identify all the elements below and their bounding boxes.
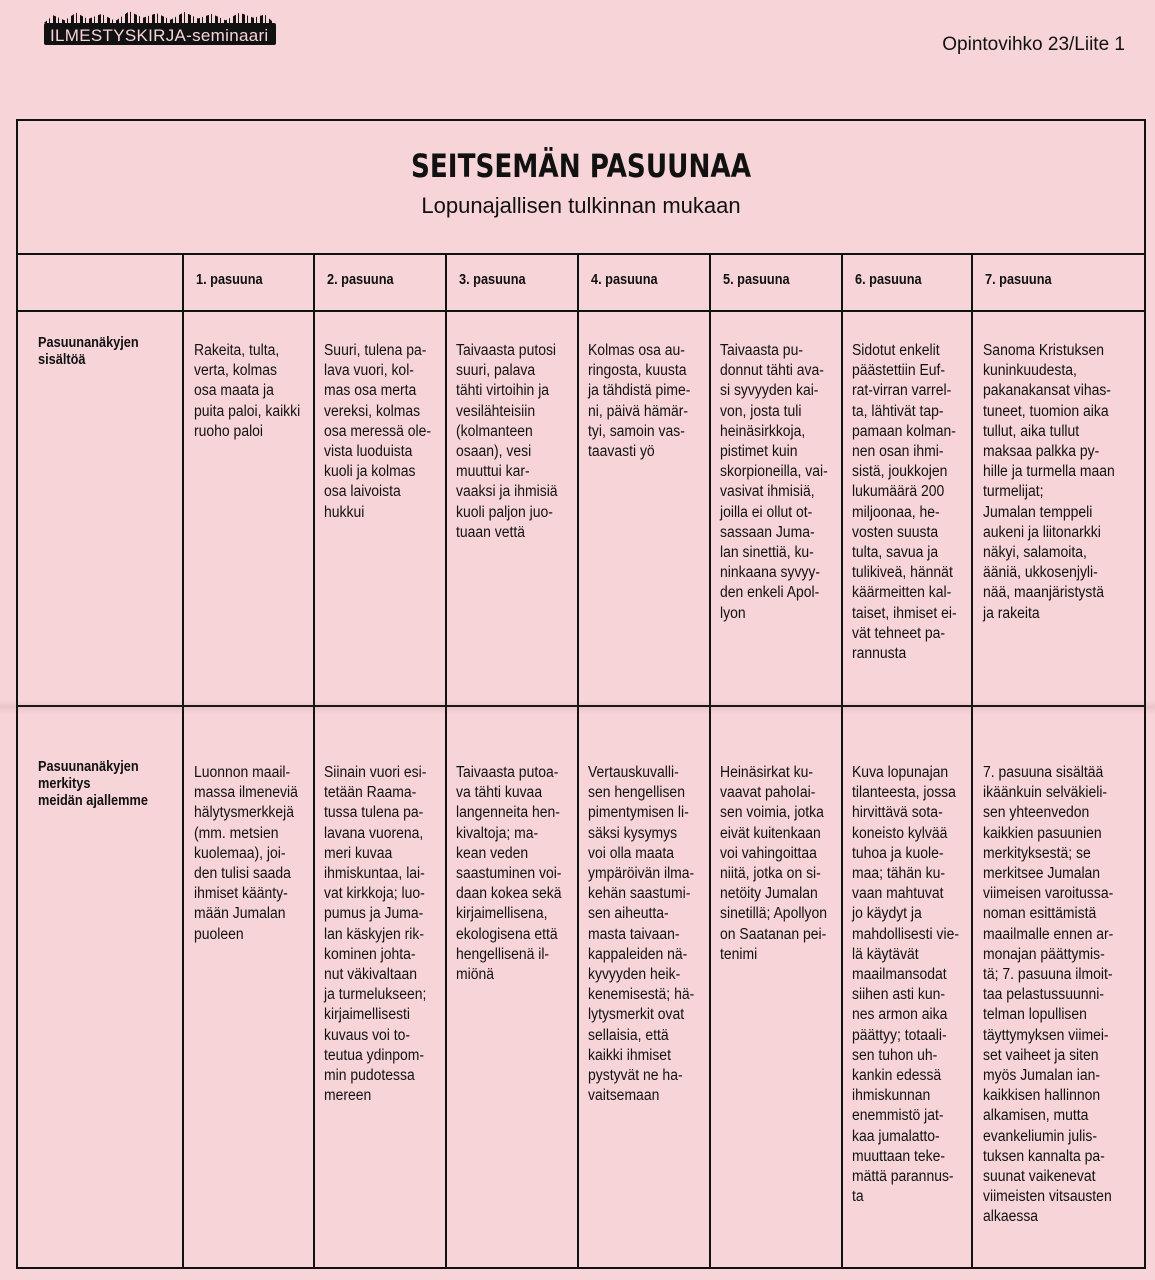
paper-fold-shadow — [0, 700, 1155, 714]
row-label-content: Pasuunanäkyjen sisältöä — [38, 335, 139, 368]
table-cell: Kuva lopunajan tilanteesta, jossa hirvittävä sota- koneisto kylvää tuhoa ja kuole- maa; tähän ku- vaan mahtuvat jo käydyt ja mahdollisesti vie- lä käytävät maailmansodat siihen asti kun- nes armon aika päättyy; totaali- sen tuhon uh- kankin edessä ihmiskunnan enemmistö jat- kaa jumalatto- muuttaan teke- mättä parannus- ta — [852, 764, 960, 1206]
column-divider — [971, 253, 973, 1267]
table-cell: Kolmas osa au- ringosta, kuusta ja tähdistä pime- ni, päivä hämär- tyi, samoin vas- taavasti yö — [588, 342, 691, 461]
document-reference: Opintovihko 23/Liite 1 — [942, 34, 1125, 55]
page-title: SEITSEMÄN PASUUNAA — [410, 147, 752, 185]
table-cell: Taivaasta putoa- va tähti kuvaa langenneita hen- kivaltoja; ma- kean veden saastuminen voi- daan kokea sekä kirjaimellisena, ekologisena että hengellisenä il- miönä — [456, 764, 562, 984]
column-divider — [182, 253, 184, 1267]
column-header-5: 5. pasuuna — [723, 271, 790, 288]
column-divider — [445, 253, 447, 1267]
header-row-divider — [18, 310, 1144, 312]
table-cell: 7. pasuuna sisältää ikäänkuin selväkieli- sen yhteenvedon kaikkien pasuunien merkityksestä; se merkitsee Jumalan viimeisen varoitussa- noman esittämistä maailmalle ennen ar- monajan päättymis- tä; 7. pasuuna ilmoit- taa pelastussuunni- telman lopullisen täyttymyksen viimei- set vaiheet ja siten myös Jumalan ian- kaikkisen hallinnon alkamisen, mutta evankeliumin julis- tuksen kannalta pa- suunat vaikenevat viimeisten vitsausten alkaessa — [983, 764, 1114, 1226]
trumpets-table — [16, 119, 1146, 1269]
column-divider — [709, 253, 711, 1267]
column-divider — [577, 253, 579, 1267]
column-header-4: 4. pasuuna — [591, 271, 658, 288]
column-header-1: 1. pasuuna — [196, 271, 263, 288]
table-cell: Siinain vuori esi- tetään Raama- tussa tulena pa- lavana vuorena, meri kuvaa ihmiskuntaa, lai- vat kirkkoja; luo- pumus ja Juma- lan käskyjen rik- kominen johta- nut väkivaltaan ja turmelukseen; kirjaimellisesti kuvaus voi to- teutua ydinpom- min pudotessa mereen — [324, 764, 427, 1105]
page-subtitle: Lopunajallisen tulkinnan mukaan — [421, 193, 741, 218]
table-cell: Taivaasta putosi suuri, palava tähti virtoihin ja vesilähteisiin (kolmanteen osaan), vesi muuttui kar- vaaksi ja ihmisiä kuoli paljon juo- tuaan vettä — [456, 342, 558, 541]
logo-text: ILMESTYSKIRJA-seminaari — [44, 23, 276, 45]
column-header-2: 2. pasuuna — [327, 271, 394, 288]
column-header-6: 6. pasuuna — [855, 271, 922, 288]
row-label-meaning: Pasuunanäkyjen merkitys meidän ajallemme — [38, 759, 148, 809]
table-cell: Rakeita, tulta, verta, kolmas osa maata ja puita paloi, kaikki ruoho paloi — [194, 342, 301, 440]
seminar-logo — [44, 10, 276, 45]
table-cell: Heinäsirkat ku- vaavat pahoIai- sen voimia, jotka eivät kuitenkaan voi vahingoittaa niitä, jotka on si- netöity Jumalan sinetillä; Apollyon on Saatanan pei- tenimi — [720, 764, 828, 963]
table-cell: Sanoma Kristuksen kuninkuudesta, pakanakansat vihas- tuneet, tuomion aika tullut, aika tullut maksaa palkka py- hille ja turmella maan turmelijat; Jumalan temppeli aukeni ja liitonarkki näkyi, salamoita, ääniä, ukkosenjyli- nää, maanjäristystä ja rakeita — [983, 342, 1115, 622]
table-cell: Taivaasta pu- donnut tähti ava- si syvyyden kai- von, josta tuli heinäsirkkoja, pistimet kuin skorpioneilla, vai- vasivat ihmisiä, joilla ei ollut ot- sassaan Juma- lan sinettiä, ku- ninkaana syvyy- den enkeli Apol- lyon — [720, 342, 828, 622]
table-cell: Vertauskuvalli- sen hengellisen pimentymisen li- säksi kysymys voi olla maata ympäröivän ilma- kehän saastumi- sen aiheutta- masta taivaan- kappaleiden nä- kyvyyden heik- kenemisestä; hä- lytysmerkit ovat sellaisia, että kaikki ihmiset pystyvät ne ha- vaitsemaan — [588, 764, 695, 1105]
table-cell: Luonnon maail- massa ilmeneviä hälytysmerkkejä (mm. metsien kuolemaa), joi- den tulisi saada ihmiset käänty- mään Jumalan puoleen — [194, 764, 298, 943]
table-cell: Sidotut enkelit päästettiin Euf- rat-virran varrel- ta, lähtivät tap- pamaan kolman- nen osan ihmi- sistä, joukkojen lukumäärä 200 miljoonaa, he- vosten suusta tulta, savua ja tulikiveä, hännät käärmeitten kal- taiset, ihmiset ei- vät tehneet pa- rannusta — [852, 342, 957, 663]
logo-brush-decoration — [44, 10, 274, 23]
column-header-3: 3. pasuuna — [459, 271, 526, 288]
table-cell: Suuri, tulena pa- lava vuori, kol- mas osa merta vereksi, kolmas osa meressä ole- vista luoduista kuoli ja kolmas osa laivoista hukkui — [324, 342, 432, 521]
column-divider — [313, 253, 315, 1267]
title-box — [18, 121, 1144, 255]
column-header-7: 7. pasuuna — [985, 271, 1052, 288]
column-divider — [841, 253, 843, 1267]
